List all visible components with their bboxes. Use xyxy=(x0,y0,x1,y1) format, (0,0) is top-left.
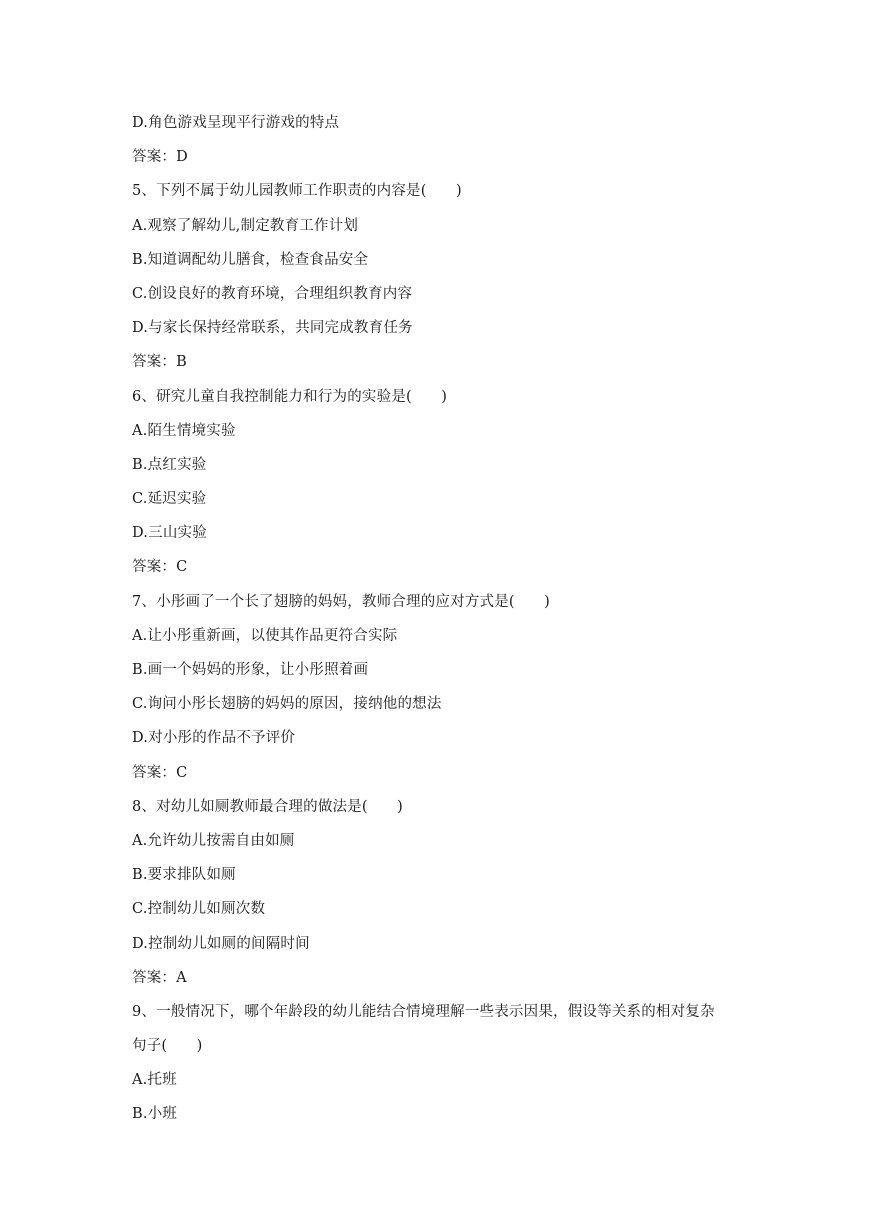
option-a-q5: A.观察了解幼儿,制定教育工作计划 xyxy=(132,217,359,234)
option-b-q9: B.小班 xyxy=(132,1106,178,1123)
answer-q8: 答案：A xyxy=(132,969,187,986)
option-a-q7: A.让小彤重新画，以使其作品更符合实际 xyxy=(132,627,398,644)
option-d-q5: D.与家长保持经常联系，共同完成教育任务 xyxy=(132,320,413,337)
option-b-q8: B.要求排队如厕 xyxy=(132,867,236,884)
answer-q6: 答案：C xyxy=(132,559,188,576)
question-9: 9、一般情况下，哪个年龄段的幼儿能结合情境理解一些表示因果，假设等关系的相对复杂 xyxy=(132,1003,715,1020)
option-d-q7: D.对小彤的作品不予评价 xyxy=(132,730,296,747)
answer-q7: 答案：C xyxy=(132,764,188,781)
option-b-q7: B.画一个妈妈的形象，让小彤照着画 xyxy=(132,662,369,678)
option-d-q8: D.控制幼儿如厕的间隔时间 xyxy=(132,935,310,952)
option-c-q5: C.创设良好的教育环境，合理组织教育内容 xyxy=(132,285,413,302)
option-c-q8: C.控制幼儿如厕次数 xyxy=(132,901,266,918)
question-7: 7、小彤画了一个长了翅膀的妈妈，教师合理的应对方式是( ) xyxy=(132,593,551,610)
question-8: 8、对幼儿如厕教师最合理的做法是( ) xyxy=(132,798,404,815)
option-c-q6: C.延迟实验 xyxy=(132,491,207,508)
option-d-q4: D.角色游戏呈现平行游戏的特点 xyxy=(132,115,340,131)
document-body xyxy=(132,106,752,1132)
option-a-q8: A.允许幼儿按需自由如厕 xyxy=(132,832,295,849)
option-a-q6: A.陌生情境实验 xyxy=(132,422,236,439)
question-9-continued: 句子( ) xyxy=(132,1038,203,1055)
option-b-q5: B.知道调配幼儿膳食，检查食品安全 xyxy=(132,251,369,268)
question-5: 5、下列不属于幼儿园教师工作职责的内容是( ) xyxy=(132,183,462,200)
answer-q4: 答案：D xyxy=(132,149,188,166)
option-a-q9: A.托班 xyxy=(132,1072,177,1089)
option-d-q6: D.三山实验 xyxy=(132,525,207,542)
question-6: 6、研究儿童自我控制能力和行为的实验是( ) xyxy=(132,388,448,405)
option-b-q6: B.点红实验 xyxy=(132,456,207,473)
answer-q5: 答案：B xyxy=(132,354,187,371)
option-c-q7: C.询问小彤长翅膀的妈妈的原因，接纳他的想法 xyxy=(132,696,442,713)
